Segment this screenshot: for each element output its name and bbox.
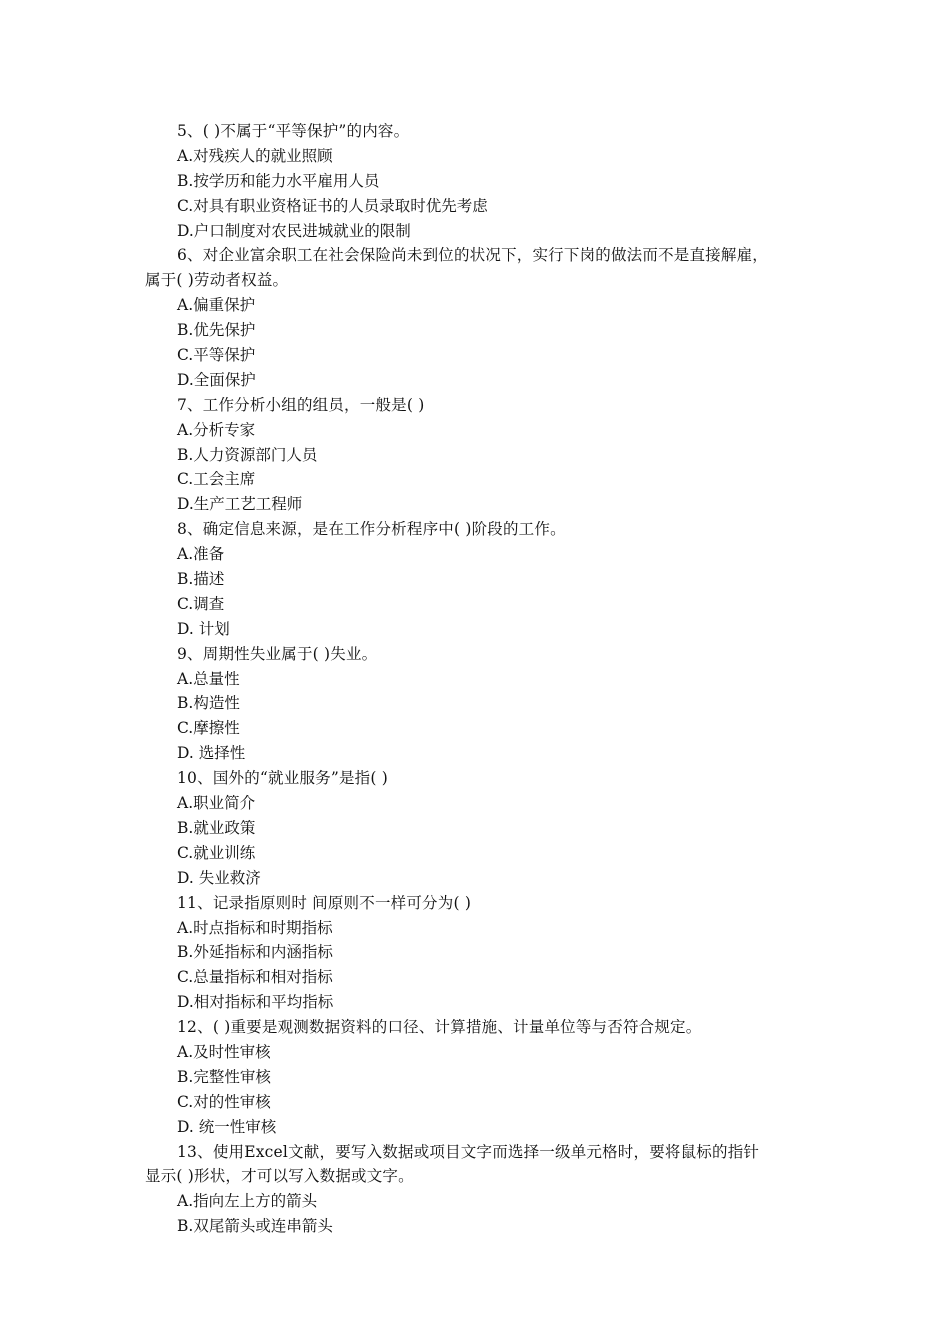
option-12d: D. 统一性审核 bbox=[177, 1117, 277, 1136]
option-10a: A.职业简介 bbox=[177, 794, 256, 813]
option-8d: D. 计划 bbox=[177, 619, 230, 638]
option-7d: D.生产工艺工程师 bbox=[177, 495, 303, 514]
option-9b: B.构造性 bbox=[177, 694, 240, 713]
option-9c: C.摩擦性 bbox=[177, 719, 240, 738]
option-6b: B.优先保护 bbox=[177, 321, 256, 340]
option-10c: C.就业训练 bbox=[177, 843, 256, 862]
question-13-line-1: 13、使用Excel文献，要写入数据或项目文字而选择一级单元格时，要将鼠标的指针 bbox=[177, 1142, 760, 1161]
option-5a: A.对残疾人的就业照顾 bbox=[177, 146, 333, 165]
option-11a: A.时点指标和时期指标 bbox=[177, 918, 333, 937]
question-6-line-1: 6、对企业富余职工在社会保险尚未到位的状况下，实行下岗的做法而不是直接解雇， bbox=[177, 246, 768, 265]
question-8: 8、确定信息来源，是在工作分析程序中( )阶段的工作。 bbox=[177, 520, 566, 539]
option-6c: C.平等保护 bbox=[177, 346, 256, 365]
option-11d: D.相对指标和平均指标 bbox=[177, 993, 334, 1012]
option-12a: A.及时性审核 bbox=[177, 1042, 271, 1061]
option-5b: B.按学历和能力水平雇用人员 bbox=[177, 171, 380, 190]
option-7a: A.分析专家 bbox=[177, 420, 256, 439]
question-12: 12、( )重要是观测数据资料的口径、计算措施、计量单位等与否符合规定。 bbox=[177, 1018, 702, 1037]
option-9a: A.总量性 bbox=[177, 669, 240, 688]
document-body bbox=[145, 119, 805, 1239]
option-8a: A.准备 bbox=[177, 545, 225, 564]
option-9d: D. 选择性 bbox=[177, 744, 246, 763]
question-7: 7、工作分析小组的组员，一般是( ) bbox=[177, 395, 425, 414]
option-7b: B.人力资源部门人员 bbox=[177, 445, 318, 464]
option-10d: D. 失业救济 bbox=[177, 868, 261, 887]
question-9: 9、周期性失业属于( )失业。 bbox=[177, 644, 378, 663]
option-13a: A.指向左上方的箭头 bbox=[177, 1192, 318, 1211]
option-11b: B.外延指标和内涵指标 bbox=[177, 943, 333, 962]
question-10: 10、国外的“就业服务”是指( ) bbox=[177, 769, 388, 788]
option-5c: C.对具有职业资格证书的人员录取时优先考虑 bbox=[177, 196, 488, 215]
option-12b: B.完整性审核 bbox=[177, 1067, 271, 1086]
option-12c: C.对的性审核 bbox=[177, 1092, 271, 1111]
option-8b: B.描述 bbox=[177, 570, 225, 589]
question-6-line-2: 属于( )劳动者权益。 bbox=[145, 271, 289, 290]
option-11c: C.总量指标和相对指标 bbox=[177, 968, 333, 987]
option-13b: B.双尾箭头或连串箭头 bbox=[177, 1217, 333, 1236]
option-5d: D.户口制度对农民进城就业的限制 bbox=[177, 221, 411, 240]
option-6d: D.全面保护 bbox=[177, 370, 256, 389]
option-8c: C.调查 bbox=[177, 594, 225, 613]
option-6a: A.偏重保护 bbox=[177, 296, 256, 315]
question-13-line-2: 显示( )形状，才可以写入数据或文字。 bbox=[145, 1167, 414, 1186]
option-7c: C.工会主席 bbox=[177, 470, 256, 489]
option-10b: B.就业政策 bbox=[177, 818, 256, 837]
question-11: 11、记录指原则时 间原则不一样可分为( ) bbox=[177, 893, 472, 912]
question-5: 5、( )不属于“平等保护”的内容。 bbox=[177, 122, 410, 140]
